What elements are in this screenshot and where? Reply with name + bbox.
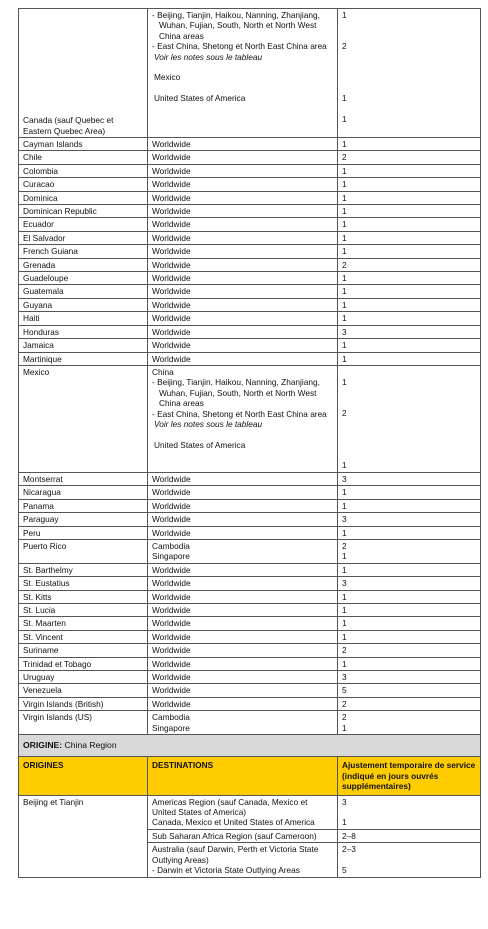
adjustment-cell: 2 <box>338 644 481 657</box>
adjustment-value: 1 <box>342 10 347 20</box>
adjustment-cell: 1 <box>338 164 481 177</box>
destination-line: Wuhan, Fujian, South, North et North West <box>159 20 317 31</box>
destination-cell: Worldwide <box>148 285 338 298</box>
table-row <box>19 684 481 697</box>
destination-cell: Worldwide <box>148 697 338 710</box>
origin-label: Virgin Islands (US) <box>23 712 93 723</box>
origin-cell: St. Barthelmy <box>19 563 148 576</box>
section-label: ORIGINE: <box>23 740 63 751</box>
destination-cell <box>148 795 338 829</box>
adjustment-value: 3 <box>342 796 347 807</box>
destination-cell: Worldwide <box>148 671 338 684</box>
table-row <box>19 312 481 325</box>
service-adjustment-table <box>18 8 481 878</box>
adjustment-cell: 1 <box>338 312 481 325</box>
adjustment-cell: 1 <box>338 138 481 151</box>
table-row <box>19 164 481 177</box>
table-row <box>19 472 481 485</box>
adjustment-value: 2–3 <box>342 844 356 855</box>
adjustment-value: 2 <box>342 540 347 551</box>
destination-line: Australia (sauf Darwin, Perth et Victoria State Outlying Areas) <box>152 844 319 865</box>
destination-line: Cambodia <box>152 540 190 551</box>
table-row <box>19 258 481 271</box>
destination-cell: Worldwide <box>148 684 338 697</box>
notes-reference: Voir les notes sous le tableau <box>154 51 263 62</box>
adjustment-cell: 1 <box>338 178 481 191</box>
origin-cell: Colombia <box>19 164 148 177</box>
destination-cell: Worldwide <box>148 312 338 325</box>
adjustment-cell: 3 <box>338 671 481 684</box>
adjustment-value: 5 <box>342 865 347 876</box>
origin-cell: Guatemala <box>19 285 148 298</box>
table-row <box>19 697 481 710</box>
adjustment-value: 1 <box>342 551 347 562</box>
origin-cell: Dominica <box>19 191 148 204</box>
table-row <box>19 630 481 643</box>
adjustment-cell: 1 <box>338 339 481 352</box>
adjustment-cell: 1 <box>338 499 481 512</box>
table-row <box>19 151 481 164</box>
destination-cell: Worldwide <box>148 164 338 177</box>
destination-line: - East China, Shetong et North East China area <box>152 41 327 52</box>
destination-cell: Worldwide <box>148 657 338 670</box>
destination-cell: Worldwide <box>148 258 338 271</box>
origin-cell: Chile <box>19 151 148 164</box>
table-row <box>19 218 481 231</box>
destination-cell: Worldwide <box>148 499 338 512</box>
section-heading <box>19 735 481 757</box>
adjustment-value: 2 <box>342 408 347 419</box>
origin-label: Beijing et Tianjin <box>23 796 84 807</box>
adjustment-cell: 2 <box>338 697 481 710</box>
destination-line: China areas <box>159 30 204 41</box>
origin-cell: Dominican Republic <box>19 205 148 218</box>
adjustment-cell: 1 <box>338 218 481 231</box>
table-row <box>19 577 481 590</box>
destination-cell: Worldwide <box>148 486 338 499</box>
origin-cell: Nicaragua <box>19 486 148 499</box>
adjustment-cell: 2–8 <box>338 829 481 842</box>
table-row <box>19 603 481 616</box>
adjustment-cell <box>338 711 481 735</box>
origin-cell: Jamaica <box>19 339 148 352</box>
origin-label: Mexico <box>23 366 50 377</box>
adjustment-cell: 1 <box>338 486 481 499</box>
origin-cell: French Guiana <box>19 245 148 258</box>
origin-cell: Cayman Islands <box>19 138 148 151</box>
destination-cell: Worldwide <box>148 151 338 164</box>
destination-cell <box>148 843 338 877</box>
adjustment-value: 1 <box>342 377 347 388</box>
table-row <box>19 795 481 829</box>
table-row <box>19 352 481 365</box>
destination-line: Wuhan, Fujian, South, North et North West <box>159 387 317 398</box>
origin-cell: Uruguay <box>19 671 148 684</box>
adjustment-cell: 2 <box>338 151 481 164</box>
table-row <box>19 298 481 311</box>
origin-cell: St. Maarten <box>19 617 148 630</box>
origin-cell: Martinique <box>19 352 148 365</box>
column-header-row <box>19 757 481 795</box>
destination-cell <box>148 711 338 735</box>
origin-cell <box>19 711 148 735</box>
destination-cell: Worldwide <box>148 352 338 365</box>
destination-line: Canada, Mexico et United States of America <box>152 817 315 828</box>
destination-line: Mexico <box>154 72 181 83</box>
destination-cell <box>148 9 338 138</box>
adjustment-cell: 1 <box>338 590 481 603</box>
destination-cell: Worldwide <box>148 218 338 231</box>
adjustment-cell: 1 <box>338 272 481 285</box>
origin-cell <box>19 9 148 138</box>
origin-cell: Curacao <box>19 178 148 191</box>
table-row <box>19 138 481 151</box>
adjustment-cell: 1 <box>338 205 481 218</box>
table-row <box>19 617 481 630</box>
adjustment-cell: 1 <box>338 298 481 311</box>
adjustment-value: 1 <box>342 722 347 733</box>
adjustment-cell <box>338 539 481 563</box>
tariff-table-document <box>18 8 480 878</box>
table-row <box>19 513 481 526</box>
table-row <box>19 526 481 539</box>
column-header-adjustment: Ajustement temporaire de service (indiqué en jours ouvrés supplémentaires) <box>338 757 481 795</box>
origin-cell: Venezuela <box>19 684 148 697</box>
destination-cell <box>148 365 338 472</box>
destination-cell: Worldwide <box>148 563 338 576</box>
destination-line: United States of America <box>154 439 246 450</box>
destination-cell: Worldwide <box>148 205 338 218</box>
adjustment-cell: 1 <box>338 617 481 630</box>
destination-line: - East China, Shetong et North East China area <box>152 408 327 419</box>
section-name: China Region <box>64 740 117 751</box>
destination-cell: Worldwide <box>148 298 338 311</box>
table-row <box>19 178 481 191</box>
table-row <box>19 711 481 735</box>
destination-line: - Darwin et Victoria State Outlying Areas <box>152 865 300 876</box>
table-row <box>19 644 481 657</box>
adjustment-cell <box>338 795 481 829</box>
origin-cell: Ecuador <box>19 218 148 231</box>
table-row <box>19 486 481 499</box>
destination-cell: Worldwide <box>148 272 338 285</box>
destination-cell: Worldwide <box>148 472 338 485</box>
origin-cell: Suriname <box>19 644 148 657</box>
origin-cell: Grenada <box>19 258 148 271</box>
section-heading-row <box>19 735 481 757</box>
adjustment-cell: 3 <box>338 325 481 338</box>
destination-cell: Worldwide <box>148 590 338 603</box>
destination-line: Americas Region (sauf Canada, Mexico et United States of America) <box>152 796 308 818</box>
destination-cell: Worldwide <box>148 603 338 616</box>
table-row <box>19 9 481 138</box>
adjustment-cell: 1 <box>338 285 481 298</box>
destination-cell: Worldwide <box>148 644 338 657</box>
destination-cell: Worldwide <box>148 231 338 244</box>
table-row <box>19 245 481 258</box>
adjustment-cell <box>338 9 481 138</box>
adjustment-cell: 1 <box>338 630 481 643</box>
destination-cell: Worldwide <box>148 526 338 539</box>
adjustment-value: 1 <box>342 817 347 828</box>
origin-cell: St. Vincent <box>19 630 148 643</box>
origin-cell: St. Eustatius <box>19 577 148 590</box>
destination-cell: Worldwide <box>148 138 338 151</box>
destination-line: - Beijing, Tianjin, Haikou, Nanning, Zhanjiang, <box>152 10 320 20</box>
destination-line: Singapore <box>152 551 190 562</box>
adjustment-value: 1 <box>342 93 347 104</box>
adjustment-value: 2 <box>342 712 347 723</box>
table-row <box>19 365 481 472</box>
table-row <box>19 272 481 285</box>
origin-cell: Montserrat <box>19 472 148 485</box>
destination-cell: Worldwide <box>148 191 338 204</box>
destination-line: Singapore <box>152 722 190 733</box>
adjustment-cell: 3 <box>338 472 481 485</box>
table-row <box>19 499 481 512</box>
column-header-origins: ORIGINES <box>19 757 148 795</box>
origin-cell: St. Kitts <box>19 590 148 603</box>
adjustment-cell: 1 <box>338 191 481 204</box>
table-row <box>19 231 481 244</box>
adjustment-cell: 1 <box>338 603 481 616</box>
column-header-destinations: DESTINATIONS <box>148 757 338 795</box>
adjustment-value: 1 <box>342 113 347 124</box>
destination-line: Cambodia <box>152 712 190 723</box>
table-row <box>19 285 481 298</box>
destination-cell <box>148 539 338 563</box>
origin-cell <box>19 539 148 563</box>
destination-line: - Beijing, Tianjin, Haikou, Nanning, Zhanjiang, <box>152 377 320 388</box>
origin-cell: St. Lucia <box>19 603 148 616</box>
origin-cell: Panama <box>19 499 148 512</box>
origin-label: Puerto Rico <box>23 540 67 551</box>
destination-line: United States of America <box>154 93 246 104</box>
origin-cell <box>19 365 148 472</box>
origin-cell: Guadeloupe <box>19 272 148 285</box>
adjustment-cell: 1 <box>338 245 481 258</box>
origin-cell: Virgin Islands (British) <box>19 697 148 710</box>
adjustment-value: 1 <box>342 460 347 471</box>
adjustment-cell: 1 <box>338 563 481 576</box>
destination-cell: Worldwide <box>148 339 338 352</box>
origin-cell: Trinidad et Tobago <box>19 657 148 670</box>
table-row <box>19 205 481 218</box>
adjustment-cell: 1 <box>338 352 481 365</box>
destination-cell: Worldwide <box>148 630 338 643</box>
adjustment-cell: 3 <box>338 577 481 590</box>
adjustment-cell: 2 <box>338 258 481 271</box>
adjustment-cell: 1 <box>338 657 481 670</box>
origin-label: Canada (sauf Quebec et Eastern Quebec Area) <box>23 115 114 136</box>
destination-cell: Worldwide <box>148 245 338 258</box>
origin-cell: El Salvador <box>19 231 148 244</box>
destination-cell: Worldwide <box>148 178 338 191</box>
table-row <box>19 339 481 352</box>
origin-cell: Guyana <box>19 298 148 311</box>
destination-cell: Sub Saharan Africa Region (sauf Cameroon) <box>148 829 338 842</box>
origin-cell: Haiti <box>19 312 148 325</box>
destination-cell: Worldwide <box>148 325 338 338</box>
adjustment-cell: 1 <box>338 526 481 539</box>
adjustment-cell: 5 <box>338 684 481 697</box>
origin-cell: Peru <box>19 526 148 539</box>
adjustment-value: 2 <box>342 41 347 52</box>
table-row <box>19 563 481 576</box>
table-row <box>19 657 481 670</box>
origin-cell: Honduras <box>19 325 148 338</box>
adjustment-cell <box>338 365 481 472</box>
table-row <box>19 671 481 684</box>
adjustment-cell: 1 <box>338 231 481 244</box>
destination-cell: Worldwide <box>148 513 338 526</box>
table-row <box>19 325 481 338</box>
destination-cell: Worldwide <box>148 577 338 590</box>
destination-line: China <box>152 366 174 377</box>
notes-reference: Voir les notes sous le tableau <box>154 418 263 429</box>
table-row <box>19 539 481 563</box>
destination-line: China areas <box>159 398 204 409</box>
table-row <box>19 191 481 204</box>
origin-cell <box>19 795 148 877</box>
destination-cell: Worldwide <box>148 617 338 630</box>
origin-cell: Paraguay <box>19 513 148 526</box>
adjustment-cell: 3 <box>338 513 481 526</box>
table-row <box>19 590 481 603</box>
adjustment-cell <box>338 843 481 877</box>
